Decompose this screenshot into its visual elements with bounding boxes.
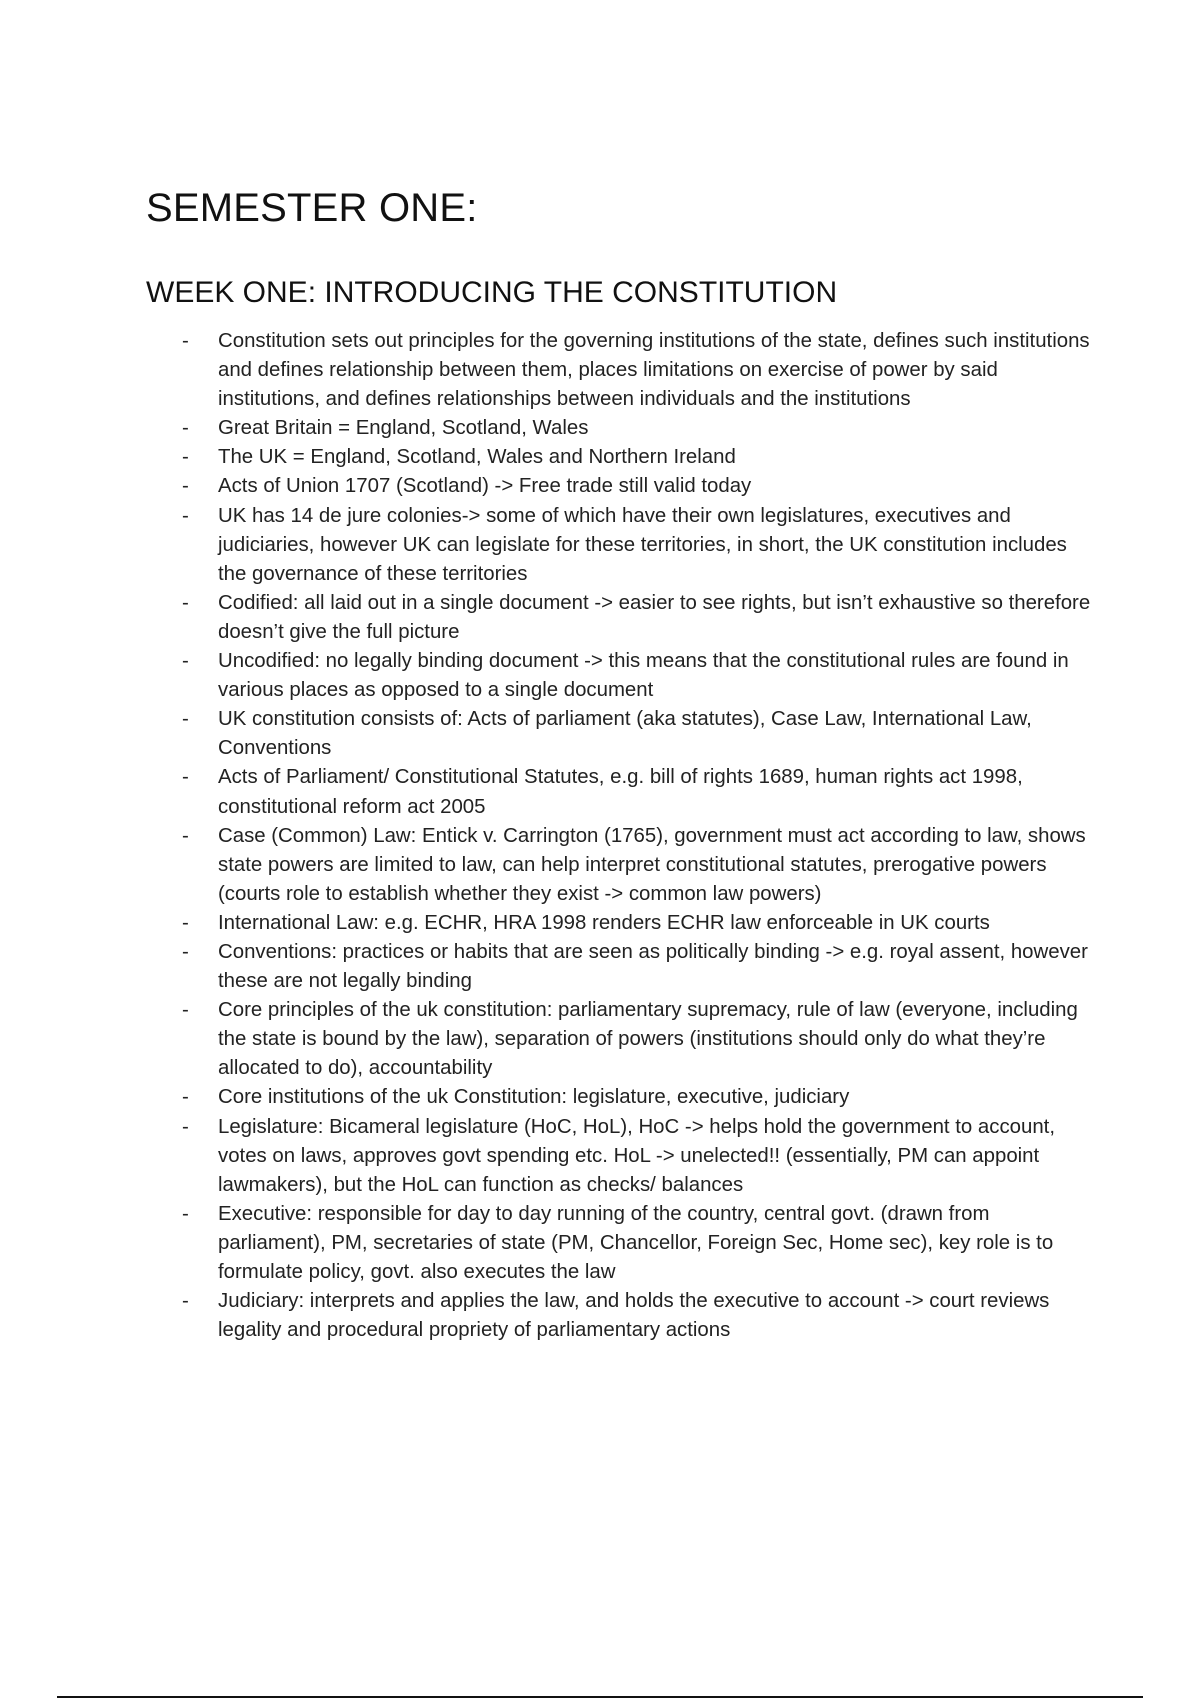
- bullet-dash: -: [182, 766, 189, 789]
- list-item: [182, 589, 1092, 647]
- note-text: International Law: e.g. ECHR, HRA 1998 renders ECHR law enforceable in UK courts: [218, 911, 990, 934]
- bullet-dash: -: [182, 1115, 189, 1138]
- bullet-dash: -: [182, 591, 189, 614]
- list-item: [182, 996, 1092, 1083]
- bullet-dash: -: [182, 1290, 189, 1313]
- list-item: [182, 414, 1092, 443]
- bullet-dash: -: [182, 650, 189, 673]
- list-item: [182, 1113, 1092, 1200]
- bullet-dash: -: [182, 999, 189, 1022]
- note-text: Uncodified: no legally binding document -> this means that the constitutional rules are found in various places as opposed to a single document: [218, 650, 1069, 702]
- note-text: Great Britain = England, Scotland, Wales: [218, 417, 589, 440]
- list-item: [182, 1287, 1092, 1345]
- note-text: UK has 14 de jure colonies-> some of which have their own legislatures, executives and judiciaries, however UK can legislate for these territories, in short, the UK constitution includes the governance of these territories: [218, 504, 1067, 585]
- list-item: [182, 443, 1092, 472]
- list-item: [182, 909, 1092, 938]
- note-text: Judiciary: interprets and applies the law, and holds the executive to account -> court reviews legality and procedural propriety of parliamentary actions: [218, 1290, 1050, 1342]
- notes-list: [182, 327, 1092, 1345]
- list-item: [182, 647, 1092, 705]
- list-item: [182, 502, 1092, 589]
- list-item: [182, 472, 1092, 501]
- note-text: Core institutions of the uk Constitution: legislature, executive, judiciary: [218, 1086, 850, 1109]
- bullet-dash: -: [182, 708, 189, 731]
- bullet-dash: -: [182, 1086, 189, 1109]
- list-item: [182, 705, 1092, 763]
- note-text: UK constitution consists of: Acts of parliament (aka statutes), Case Law, International Law, Conventions: [218, 708, 1032, 760]
- list-item: [182, 822, 1092, 909]
- note-text: Case (Common) Law: Entick v. Carrington (1765), government must act according to law, shows state powers are limited to law, can help interpret constitutional statutes, prerogative powers (courts role to establish whether they exist -> common law powers): [218, 824, 1086, 905]
- note-text: Acts of Union 1707 (Scotland) -> Free trade still valid today: [218, 475, 752, 498]
- list-item: [182, 1083, 1092, 1112]
- bullet-dash: -: [182, 446, 189, 469]
- note-text: Core principles of the uk constitution: parliamentary supremacy, rule of law (everyone, including the state is bound by the law), separation of powers (institutions should only do what they’re allocated to do), accountability: [218, 999, 1078, 1080]
- bullet-dash: -: [182, 911, 189, 934]
- note-text: The UK = England, Scotland, Wales and Northern Ireland: [218, 446, 736, 469]
- bullet-dash: -: [182, 417, 189, 440]
- note-text: Acts of Parliament/ Constitutional Statutes, e.g. bill of rights 1689, human rights act 1998, constitutional reform act 2005: [218, 766, 1023, 818]
- note-text: Codified: all laid out in a single document -> easier to see rights, but isn’t exhaustive so therefore doesn’t give the full picture: [218, 591, 1091, 643]
- list-item: [182, 938, 1092, 996]
- list-item: [182, 327, 1092, 414]
- bullet-dash: -: [182, 824, 189, 847]
- bullet-dash: -: [182, 940, 189, 963]
- note-text: Constitution sets out principles for the governing institutions of the state, defines such institutions and defines relationship between them, places limitations on exercise of power by said institutions, and defines relationships between individuals and the institutions: [218, 330, 1090, 411]
- note-text: Conventions: practices or habits that are seen as politically binding -> e.g. royal assent, however these are not legally binding: [218, 940, 1088, 993]
- bullet-dash: -: [182, 1202, 189, 1225]
- section-heading: WEEK ONE: INTRODUCING THE CONSTITUTION: [146, 276, 838, 309]
- list-item: [182, 763, 1092, 821]
- bullet-dash: -: [182, 475, 189, 498]
- note-text: Legislature: Bicameral legislature (HoC, HoL), HoC -> helps hold the government to account, votes on laws, approves govt spending etc. HoL -> unelected!! (essentially, PM can appoint lawmakers), but the HoL can function as checks/ balances: [218, 1115, 1056, 1196]
- bullet-dash: -: [182, 504, 189, 527]
- list-item: [182, 1200, 1092, 1287]
- bottom-divider: [57, 1696, 1143, 1698]
- bullet-dash: -: [182, 330, 189, 352]
- note-text: Executive: responsible for day to day running of the country, central govt. (drawn from parliament), PM, secretaries of state (PM, Chancellor, Foreign Sec, Home sec), key role is to formulate policy, govt. also executes the law: [218, 1202, 1054, 1283]
- page-title: SEMESTER ONE:: [146, 186, 478, 230]
